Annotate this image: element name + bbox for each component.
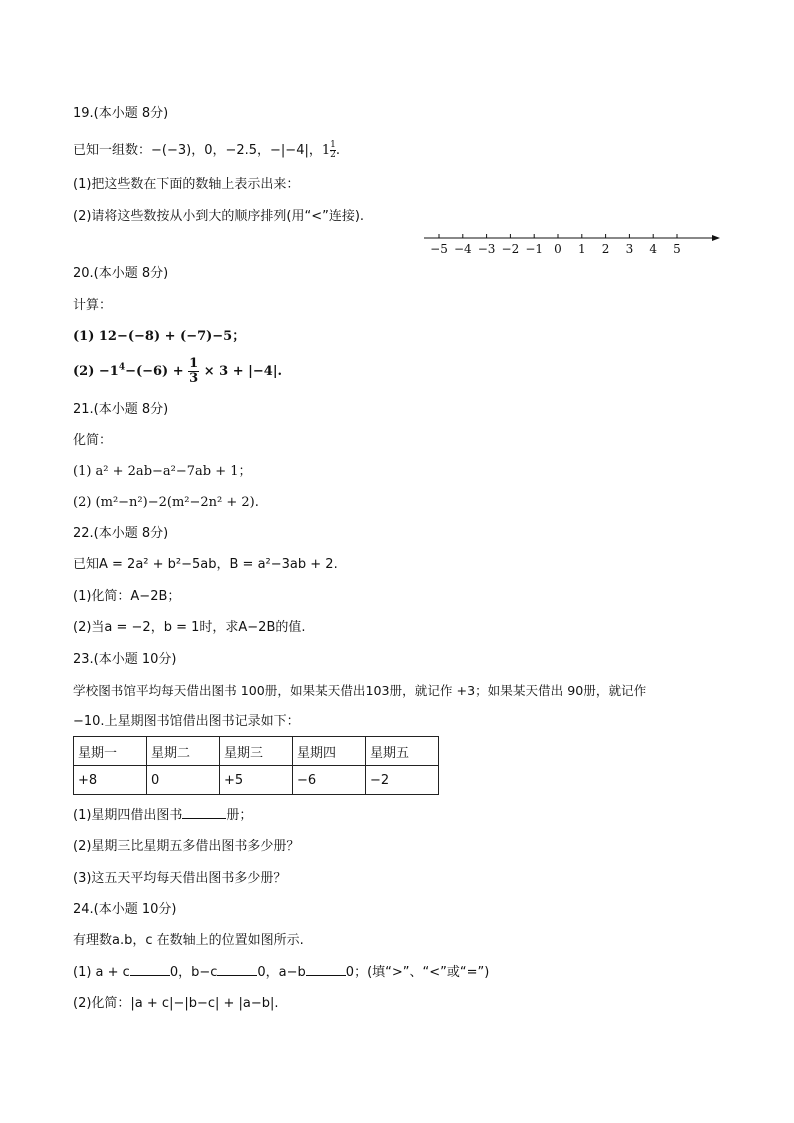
number-line-tick-label: 4 <box>649 242 658 256</box>
q22-part1: (1)化简：A−2B； <box>73 589 181 604</box>
q23-text1: 学校图书馆平均每天借出图书 100册，如果某天借出103册，就记作 +3；如果某天借出 90册，就记作 <box>73 683 647 698</box>
table-cell: −6 <box>293 766 366 795</box>
q23-text2: −10.上星期图书馆借出图书记录如下： <box>73 714 300 729</box>
q24-part1 <box>73 963 489 982</box>
q24-part1-d: 0；(填“>”、“<”或“=”) <box>345 965 490 980</box>
table-header-cell: 星期四 <box>293 737 366 766</box>
answer-blank[interactable] <box>182 806 226 819</box>
number-line-tick-label: −3 <box>477 242 496 256</box>
number-line-tick-label: 1 <box>577 242 586 256</box>
q20-part2-a: (2) −1 <box>73 364 119 379</box>
q24-part2: (2)化简：|a + c|−|b−c| + |a−b|. <box>73 996 279 1011</box>
q19-part1: (1)把这些数在下面的数轴上表示出来： <box>73 177 300 192</box>
q20-intro: 计算： <box>73 298 113 313</box>
number-line-tick-label: 0 <box>554 242 562 256</box>
table-header-row <box>74 737 439 766</box>
q24-part1-b: 0，b−c <box>169 965 218 980</box>
q23-header: 23.(本小题 10分) <box>73 652 177 667</box>
q20-part2-b: −(−6) + <box>125 364 184 379</box>
q22-header: 22.(本小题 8分) <box>73 526 169 541</box>
answer-blank[interactable] <box>217 963 257 976</box>
q23-part3: (3)这五天平均每天借出图书多少册？ <box>73 871 287 886</box>
q24-given: 有理数a.b，c 在数轴上的位置如图所示. <box>73 933 304 948</box>
number-line-tick-label: −1 <box>525 242 544 256</box>
table-header-cell: 星期三 <box>220 737 293 766</box>
q24-part1-a: (1) a + c <box>73 965 130 980</box>
q20-header: 20.(本小题 8分) <box>73 266 169 281</box>
answer-blank[interactable] <box>130 963 170 976</box>
number-line-tick-label: −2 <box>501 242 520 256</box>
q21-part1: (1) a² + 2ab−a²−7ab + 1； <box>73 464 252 479</box>
q19-fraction-denominator: 2 <box>330 150 336 160</box>
table-cell: +8 <box>74 766 147 795</box>
q22-part2: (2)当a = −2，b = 1时，求A−2B的值. <box>73 620 306 635</box>
q22-given: 已知A = 2a² + b²−5ab，B = a²−3ab + 2. <box>73 557 338 572</box>
q21-header: 21.(本小题 8分) <box>73 402 169 417</box>
number-line-arrow <box>712 235 720 241</box>
q24-part1-c: 0，a−b <box>257 965 306 980</box>
number-line <box>420 228 725 262</box>
q20-fraction-denominator: 3 <box>189 371 199 386</box>
q19-part2: (2)请将这些数按从小到大的顺序排列(用“<”连接). <box>73 209 365 224</box>
answer-blank[interactable] <box>306 963 346 976</box>
q20-fraction-numerator: 1 <box>189 356 199 371</box>
q20-fraction <box>188 357 199 386</box>
q19-header: 19.(本小题 8分) <box>73 106 169 121</box>
library-record-table <box>73 736 439 795</box>
q23-part1-a: (1)星期四借出图书 <box>73 808 183 823</box>
q19-given <box>73 141 340 160</box>
table-cell: 0 <box>147 766 220 795</box>
q19-fraction-numerator: 1 <box>330 140 336 150</box>
q20-part1: (1) 12−(−8) + (−7)−5； <box>73 329 246 344</box>
q23-part2: (2)星期三比星期五多借出图书多少册？ <box>73 839 300 854</box>
q19-given-end: . <box>335 143 341 158</box>
q19-mixed-whole: 1 <box>321 143 331 158</box>
table-header-cell: 星期五 <box>366 737 439 766</box>
table-header-cell: 星期二 <box>147 737 220 766</box>
number-line-tick-label: 3 <box>625 242 634 256</box>
number-line-tick-label: −5 <box>430 242 448 256</box>
number-line-tick-label: 5 <box>673 242 681 256</box>
table-cell: +5 <box>220 766 293 795</box>
q24-header: 24.(本小题 10分) <box>73 902 177 917</box>
table-row <box>74 766 439 795</box>
table-header-cell: 星期一 <box>74 737 147 766</box>
q20-part2 <box>73 357 282 386</box>
q20-part2-c: × 3 + |−4|. <box>203 364 283 379</box>
number-line-tick-label: 2 <box>601 242 610 256</box>
q20-part2-exponent: 4 <box>118 362 126 373</box>
q23-part1-b: 册； <box>226 808 253 823</box>
table-cell: −2 <box>366 766 439 795</box>
number-line-ticks <box>430 234 681 256</box>
number-line-tick-label: −4 <box>453 242 472 256</box>
q19-given-text: 已知一组数：−(−3)，0，−2.5，−|−4|， <box>73 143 322 158</box>
q21-part2: (2) (m²−n²)−2(m²−2n² + 2). <box>73 495 259 510</box>
q23-part1 <box>73 806 252 825</box>
q21-intro: 化简： <box>73 433 113 448</box>
